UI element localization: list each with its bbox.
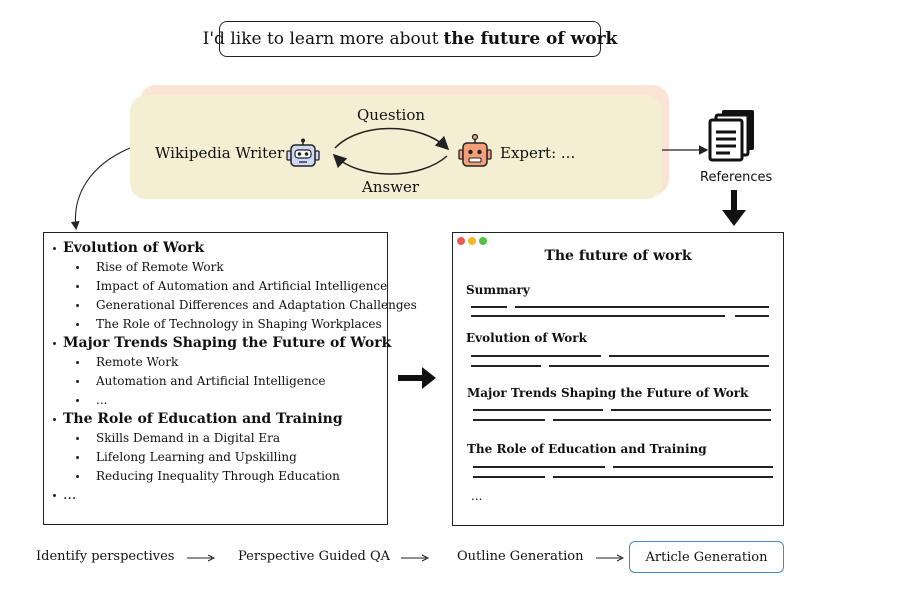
outline-text: The Role of Education and Training: [63, 411, 343, 427]
outline-subitem: [52, 391, 387, 410]
writer-robot-icon: [286, 138, 320, 168]
step-arrow-icon: [186, 551, 216, 565]
bullet-icon: [53, 247, 56, 250]
outline-subitem: [52, 467, 387, 486]
outline-text: Lifelong Learning and Upskilling: [96, 450, 297, 464]
expert-robot-icon: [458, 134, 492, 168]
expert-label: Expert: ...: [500, 144, 576, 162]
close-dot-icon: [457, 237, 465, 245]
outline-text: The Role of Technology in Shaping Workplaces: [96, 317, 382, 331]
question-label: Question: [357, 106, 426, 124]
documents-icon: [706, 108, 760, 164]
outline-text: Generational Differences and Adaptation Challenges: [96, 298, 417, 312]
to-outline-arrow: [60, 140, 140, 235]
topic-prefix: I'd like to learn more about: [202, 29, 439, 49]
bullet-icon: [53, 418, 56, 421]
outline-text: Major Trends Shaping the Future of Work: [63, 335, 392, 351]
article-section-education: The Role of Education and Training: [467, 442, 707, 456]
article-window: [452, 232, 784, 526]
step-article-generation: Article Generation: [629, 541, 784, 573]
outline-heading: [52, 410, 387, 429]
right-arrow-icon: [398, 367, 438, 389]
outline-heading: [52, 334, 392, 353]
outline-subitem: [52, 429, 387, 448]
outline-text: Remote Work: [96, 355, 179, 369]
outline-subitem: [52, 296, 417, 315]
article-section-trends: Major Trends Shaping the Future of Work: [467, 386, 749, 400]
article-section-summary: Summary: [466, 283, 530, 297]
minimize-dot-icon: [468, 237, 476, 245]
bullet-icon: [53, 494, 56, 497]
outline-subitem: [52, 372, 387, 391]
step-outline-generation: Outline Generation: [457, 549, 584, 564]
outline-subitem: [52, 277, 387, 296]
outline-text: Automation and Artificial Intelligence: [96, 374, 326, 388]
outline-list: [52, 239, 417, 505]
step-identify-perspectives: Identify perspectives: [36, 549, 175, 564]
down-arrow-icon: [722, 190, 746, 228]
bullet-icon: [76, 475, 79, 478]
qa-arrows: [325, 120, 455, 182]
outline-subitem: [52, 448, 387, 467]
outline-subitem: [52, 353, 387, 372]
outline-text: Rise of Remote Work: [96, 260, 224, 274]
bullet-icon: [76, 380, 79, 383]
maximize-dot-icon: [479, 237, 487, 245]
topic-prompt: [202, 21, 618, 57]
outline-text: Evolution of Work: [63, 240, 205, 256]
to-references-arrow: [660, 140, 712, 160]
outline-subitem: [52, 315, 387, 334]
bullet-icon: [53, 342, 56, 345]
article-section-evolution: Evolution of Work: [466, 331, 587, 345]
outline-text: ...: [63, 487, 77, 503]
outline-text: Reducing Inequality Through Education: [96, 469, 340, 483]
outline-box: [43, 232, 417, 525]
step-arrow-icon: [400, 551, 430, 565]
bullet-icon: [76, 399, 79, 402]
outline-text: ...: [96, 393, 108, 407]
article-ellipsis: ...: [471, 489, 483, 503]
bullet-icon: [76, 285, 79, 288]
step-perspective-guided-qa: Perspective Guided QA: [238, 549, 391, 564]
bullet-icon: [76, 456, 79, 459]
bullet-icon: [76, 266, 79, 269]
references-label: References: [700, 170, 773, 185]
article-title: The future of work: [544, 248, 692, 264]
bullet-icon: [76, 361, 79, 364]
bullet-icon: [76, 323, 79, 326]
topic-bold: the future of work: [443, 29, 618, 49]
outline-subitem: [52, 258, 387, 277]
writer-label: Wikipedia Writer: [155, 144, 285, 162]
answer-label: Answer: [362, 178, 420, 196]
bullet-icon: [76, 304, 79, 307]
outline-text: Skills Demand in a Digital Era: [96, 431, 281, 445]
outline-text: Impact of Automation and Artificial Intelligence: [96, 279, 388, 293]
bullet-icon: [76, 437, 79, 440]
outline-heading: [52, 239, 387, 258]
step-arrow-icon: [595, 551, 625, 565]
outline-heading: [52, 486, 387, 505]
